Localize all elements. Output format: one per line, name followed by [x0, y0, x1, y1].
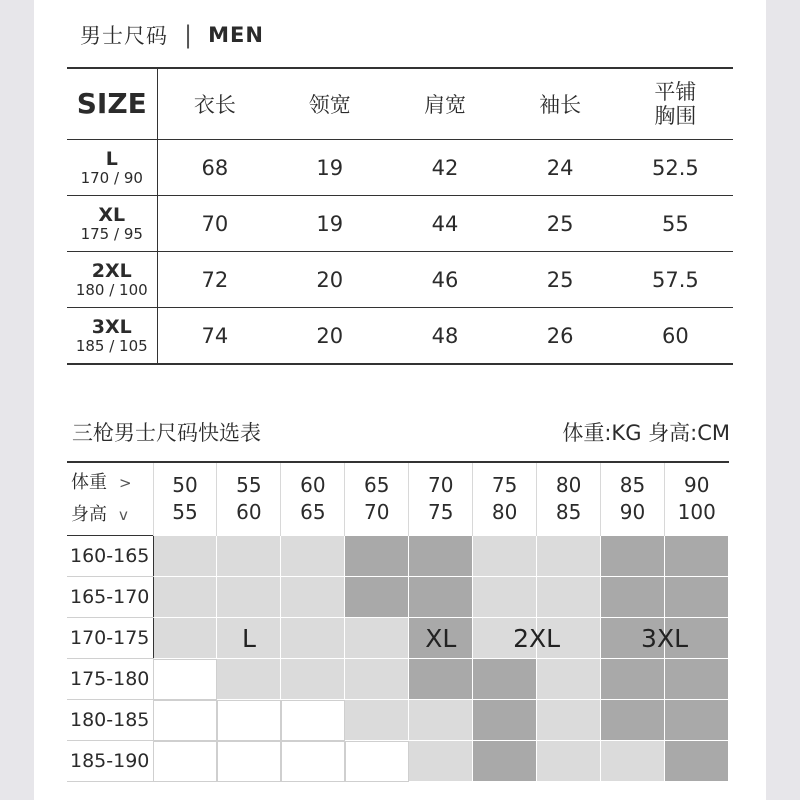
table-row: [67, 140, 733, 196]
size-zone-cell: [601, 700, 665, 741]
table-cell: 48: [387, 308, 502, 365]
size-zone-cell: [409, 536, 473, 577]
axis-corner: 体重 > 身高 v: [67, 462, 153, 536]
size-zone-cell: [153, 618, 217, 659]
zone-label-3xl: 3XL: [641, 623, 689, 653]
size-zone-cell: [601, 741, 665, 782]
size-zone-cell: [409, 659, 473, 700]
column-header-length: 衣长: [157, 68, 272, 140]
weight-header-row: [67, 462, 729, 536]
size-zone-cell: [665, 700, 729, 741]
height-row: [67, 618, 729, 659]
size-cell: L 170 / 90: [67, 140, 157, 196]
size-cell: 3XL 185 / 105: [67, 308, 157, 365]
weight-column-header: 80 85: [537, 462, 601, 536]
size-cell: XL 175 / 95: [67, 196, 157, 252]
table-cell: 20: [272, 252, 387, 308]
table-row: [67, 252, 733, 308]
size-zone-cell: [409, 577, 473, 618]
size-zone-cell: [153, 741, 217, 782]
height-row: [67, 700, 729, 741]
size-zone-cell: [601, 577, 665, 618]
height-range-label: 170-175: [67, 618, 153, 659]
weight-column-header: 60 65: [281, 462, 345, 536]
size-zone-cell: [601, 659, 665, 700]
table-cell: 55: [618, 196, 733, 252]
quick-select-grid: [67, 461, 729, 782]
size-zone-cell: [665, 659, 729, 700]
size-zone-cell: [537, 741, 601, 782]
units-note: 体重:KG 身高:CM: [562, 421, 730, 445]
table-cell: 25: [503, 196, 618, 252]
size-zone-cell: [153, 659, 217, 700]
weight-column-header: 70 75: [409, 462, 473, 536]
size-zone-cell: [537, 700, 601, 741]
size-zone-cell: [217, 577, 281, 618]
column-header-collar: 领宽: [272, 68, 387, 140]
height-range-label: 160-165: [67, 536, 153, 577]
size-zone-cell: [665, 741, 729, 782]
size-zone-cell: [153, 700, 217, 741]
size-chart-page: [34, 0, 766, 800]
table-cell: 42: [387, 140, 502, 196]
size-zone-cell: [473, 659, 537, 700]
height-row: [67, 577, 729, 618]
size-measurement-table: [67, 67, 733, 365]
table-cell: 19: [272, 196, 387, 252]
size-zone-cell: [217, 536, 281, 577]
table-cell: 25: [503, 252, 618, 308]
size-zone-cell: [537, 577, 601, 618]
size-zone-cell: [281, 618, 345, 659]
size-zone-cell: [537, 659, 601, 700]
size-zone-cell: [217, 659, 281, 700]
size-zone-cell: [153, 536, 217, 577]
quick-select-title: 三枪男士尺码快选表: [72, 421, 261, 445]
size-zone-cell: [665, 536, 729, 577]
table-cell: 60: [618, 308, 733, 365]
height-range-label: 185-190: [67, 741, 153, 782]
table-cell: 24: [503, 140, 618, 196]
size-zone-cell: [345, 618, 409, 659]
size-zone-cell: [153, 577, 217, 618]
weight-column-header: 90 100: [665, 462, 729, 536]
table-cell: 57.5: [618, 252, 733, 308]
size-zone-cell: [537, 536, 601, 577]
table-cell: 68: [157, 140, 272, 196]
header-en-title: MEN: [208, 23, 264, 47]
weight-column-header: 55 60: [217, 462, 281, 536]
size-zone-cell: [217, 741, 281, 782]
table-cell: 74: [157, 308, 272, 365]
height-range-label: 175-180: [67, 659, 153, 700]
header-cn-title: 男士尺码: [80, 24, 168, 48]
size-zone-cell: [281, 741, 345, 782]
size-zone-cell: [345, 700, 409, 741]
chart-header: [80, 20, 264, 50]
table-cell: 46: [387, 252, 502, 308]
size-zone-cell: [345, 659, 409, 700]
column-header-shoulder: 肩宽: [387, 68, 502, 140]
zone-label-l: L: [241, 623, 256, 653]
table-cell: 20: [272, 308, 387, 365]
table-cell: 72: [157, 252, 272, 308]
table-row: [67, 196, 733, 252]
weight-column-header: 50 55: [153, 462, 217, 536]
size-zone-cell: [217, 700, 281, 741]
size-table-header-row: [67, 68, 733, 140]
weight-column-header: 75 80: [473, 462, 537, 536]
size-zone-cell: [409, 700, 473, 741]
size-zone-cell: [473, 577, 537, 618]
height-row: [67, 536, 729, 577]
column-header-chest: 平铺 胸围: [618, 68, 733, 140]
table-cell: 52.5: [618, 140, 733, 196]
size-zone-cell: [409, 741, 473, 782]
size-column-header: SIZE: [67, 68, 157, 140]
size-zone-cell: [345, 741, 409, 782]
weight-column-header: 85 90: [601, 462, 665, 536]
header-separator: |: [184, 21, 193, 49]
table-cell: 26: [503, 308, 618, 365]
size-zone-cell: [345, 577, 409, 618]
size-zone-cell: [665, 577, 729, 618]
size-zone-cell: [281, 536, 345, 577]
size-zone-cell: [281, 700, 345, 741]
table-cell: 44: [387, 196, 502, 252]
zone-label-2xl: 2XL: [513, 623, 561, 653]
height-range-label: 180-185: [67, 700, 153, 741]
zone-label-xl: XL: [425, 623, 457, 653]
size-zone-cell: [473, 536, 537, 577]
size-zone-cell: [473, 741, 537, 782]
size-cell: 2XL 180 / 100: [67, 252, 157, 308]
size-zone-cell: [345, 536, 409, 577]
table-row: [67, 308, 733, 365]
weight-column-header: 65 70: [345, 462, 409, 536]
size-zone-cell: [281, 659, 345, 700]
size-zone-cell: [473, 700, 537, 741]
height-row: [67, 741, 729, 782]
height-range-label: 165-170: [67, 577, 153, 618]
table-cell: 19: [272, 140, 387, 196]
size-zone-cell: [601, 536, 665, 577]
size-zone-cell: [281, 577, 345, 618]
height-row: [67, 659, 729, 700]
table-cell: 70: [157, 196, 272, 252]
column-header-sleeve: 袖长: [503, 68, 618, 140]
